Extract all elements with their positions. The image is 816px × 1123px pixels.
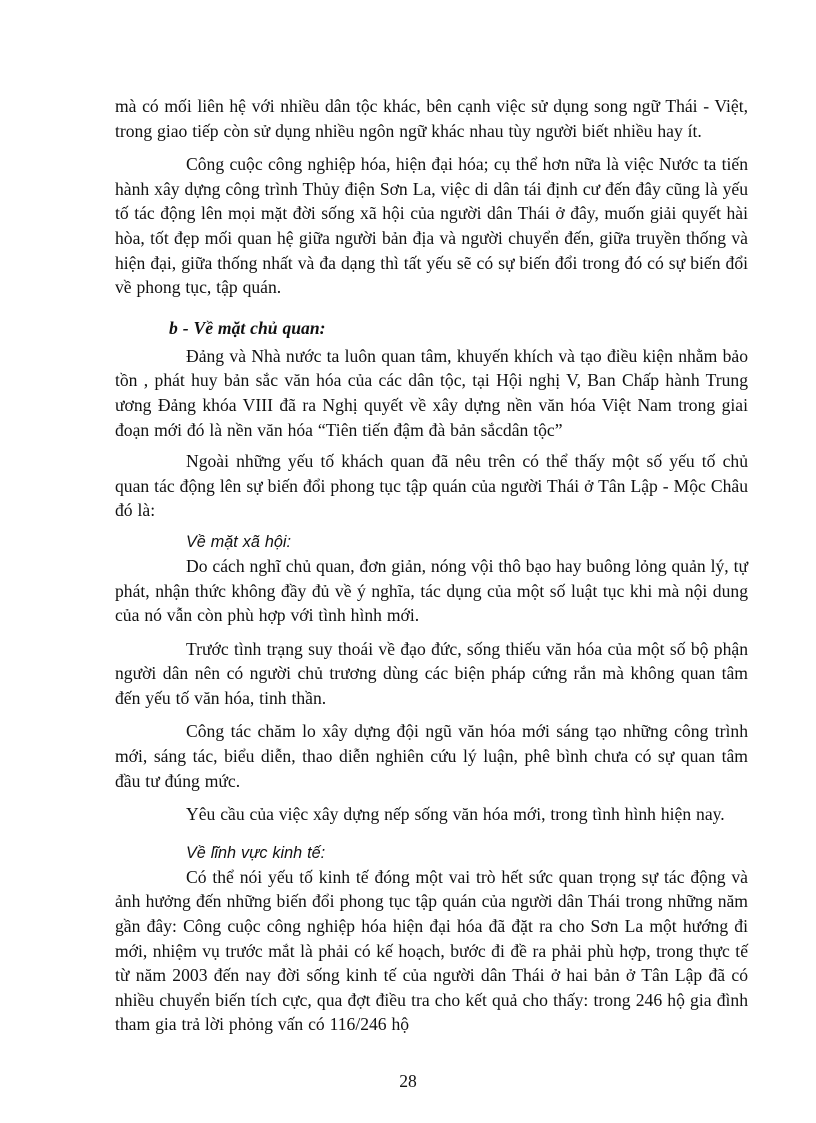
paragraph-8: Yêu cầu của việc xây dựng nếp sống văn hóa mới, trong tình hình hiện nay.: [186, 804, 725, 825]
section-heading-b: b - Về mặt chủ quan:: [169, 317, 326, 338]
paragraph-1: mà có mối liên hệ với nhiều dân tộc khác, bên cạnh việc sử dụng song ngữ Thái - Việt, trong giao tiếp còn sử dụng nhiều ngôn ngữ khác nhau tùy người biết nhiều hay ít.: [115, 96, 748, 141]
paragraph-9: Có thể nói yếu tố kinh tế đóng một vai trò hết sức quan trọng sự tác động và ảnh hưởng đến những biến đổi phong tục tập quán của người dân Thái trong những năm gần đây: Công cuộc công nghiệp hóa hiện đại hóa đã đặt ra cho Sơn La một hướng đi mới, nhiệm vụ trước mắt là phải có kế hoạch, bước đi đề ra phải phù hợp, trong thực tế từ năm 2003 đến nay đời sống kinh tế của người dân Thái ở hai bản ở Tân Lập đã có nhiều chuyển biến tích cực, qua đợt điều tra cho kết quả cho thấy: trong 246 hộ gia đình tham gia trả lời phỏng vấn có 116/246 hộ: [115, 866, 748, 1035]
document-page: [115, 94, 748, 1037]
subheading-economy: Về lĩnh vực kinh tế:: [186, 843, 326, 862]
paragraph-4: Ngoài những yếu tố khách quan đã nêu trên có thể thấy một số yếu tố chủ quan tác động lên sự biến đổi phong tục tập quán của người Thái ở Tân Lập - Mộc Châu đó là:: [115, 451, 748, 521]
paragraph-6: Trước tình trạng suy thoái về đạo đức, sống thiếu văn hóa của một số bộ phận người dân nên có người chủ trương dùng các biện pháp cứng rắn mà không quan tâm đến yếu tố văn hóa, tinh thần.: [115, 638, 748, 708]
page-number: 28: [399, 1071, 417, 1091]
subheading-social: Về mặt xã hội:: [186, 532, 291, 551]
paragraph-2: Công cuộc công nghiệp hóa, hiện đại hóa; cụ thể hơn nữa là việc Nước ta tiến hành xây dựng công trình Thủy điện Sơn La, việc di dân tái định cư đến đây cũng là yếu tố tác động lên mọi mặt đời sống xã hội của người dân Thái ở đây, muốn giải quyết hài hòa, tốt đẹp mối quan hệ giữa người bản địa và người chuyển đến, giữa truyền thống và hiện đại, giữa thống nhất và đa dạng thì tất yếu sẽ có sự biến đổi trong đó có sự biến đổi về phong tục, tập quán.: [115, 154, 748, 298]
paragraph-7: Công tác chăm lo xây dựng đội ngũ văn hóa mới sáng tạo những công trình mới, sáng tác, biểu diễn, thao diễn nghiên cứu lý luận, phê bình chưa có sự quan tâm đầu tư đúng mức.: [115, 721, 748, 791]
paragraph-3: Đảng và Nhà nước ta luôn quan tâm, khuyến khích và tạo điều kiện nhằm bảo tồn , phát huy bản sắc văn hóa của các dân tộc, tại Hội nghị V, Ban Chấp hành Trung ương Đảng khóa VIII đã ra Nghị quyết về xây dựng nền văn hóa Việt Nam trong giai đoạn mới đó là nền văn hóa “Tiên tiến đậm đà bản sắcdân tộc”: [115, 345, 748, 440]
paragraph-5: Do cách nghĩ chủ quan, đơn giản, nóng vội thô bạo hay buông lỏng quản lý, tự phát, nhận thức không đầy đủ về ý nghĩa, tác dụng của một số luật tục khi mà nội dung của nó vẫn còn phù hợp với tình hình mới.: [115, 555, 748, 626]
